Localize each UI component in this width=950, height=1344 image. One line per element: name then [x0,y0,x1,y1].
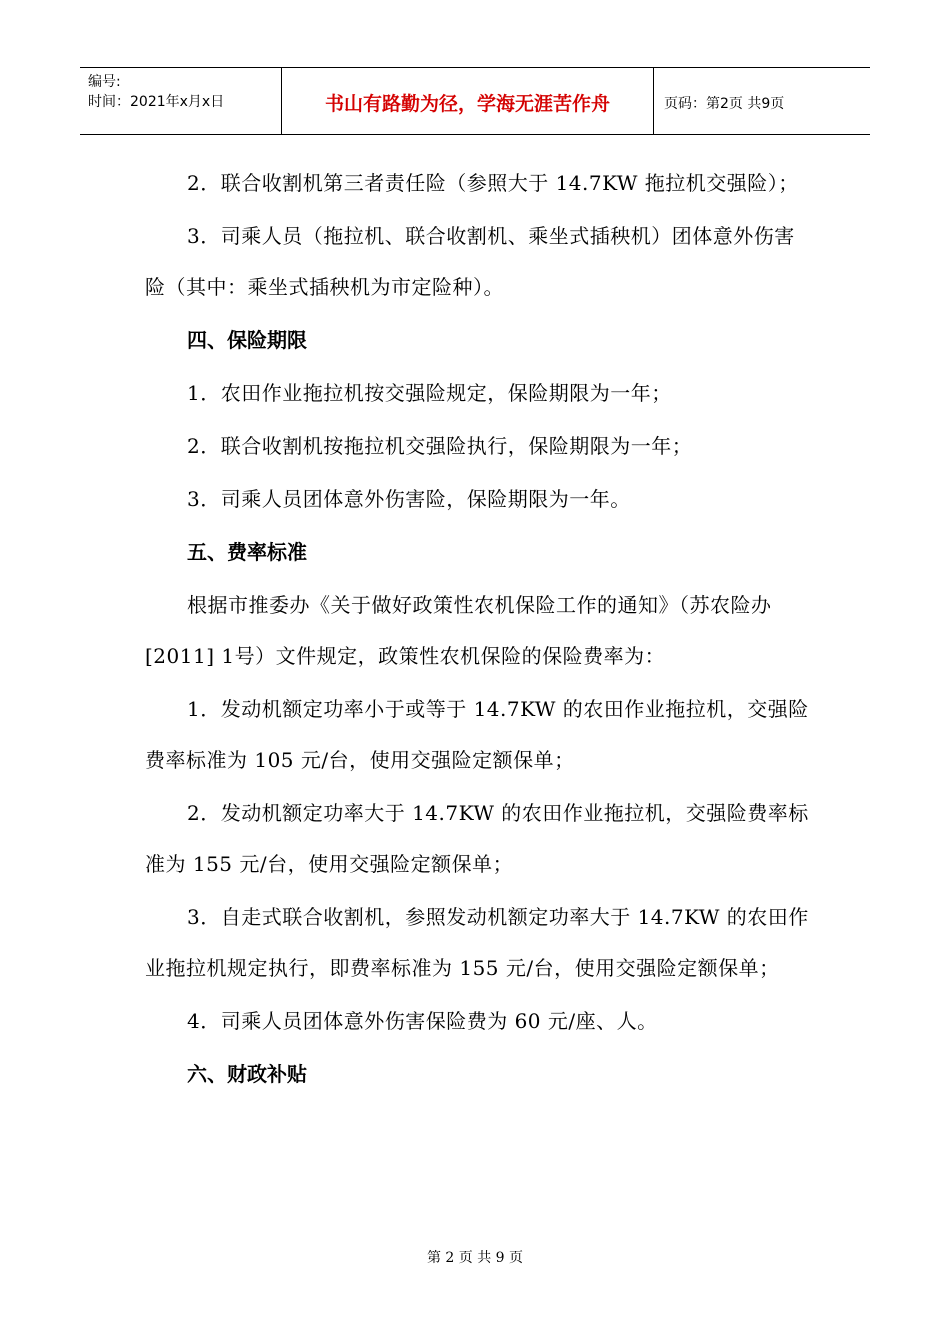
section-heading: 五、费率标准 [187,540,307,564]
paragraph: 2．联合收割机按拖拉机交强险执行，保险期限为一年； [187,434,693,458]
header-page-info: 页码：第2页 共9页 [664,95,785,112]
doc-time-label: 时间：2021年x月x日 [88,94,225,110]
page-footer: 第 2 页 共 9 页 [426,1250,524,1266]
section-heading: 四、保险期限 [187,328,307,352]
paragraph: 3．司乘人员团体意外伤害险，保险期限为一年。 [187,487,631,511]
paragraph: 3．自走式联合收割机，参照发动机额定功率大于 14.7KW 的农田作业拖拉机规定执行，即费率标准为 155 元/台，使用交强险定额保单； [145,905,809,980]
header-motto: 书山有路勤为径，学海无涯苦作舟 [282,68,654,134]
paragraph: 1．农田作业拖拉机按交强险规定，保险期限为一年； [187,381,672,405]
section-heading: 六、财政补贴 [187,1062,307,1086]
paragraph: 4．司乘人员团体意外伤害保险费为 60 元/座、人。 [187,1009,658,1033]
paragraph: 2．联合收割机第三者责任险（参照大于 14.7KW 拖拉机交强险）； [187,171,799,195]
doc-number-label: 编号: [88,74,121,90]
page-header [80,67,870,135]
paragraph: 1．发动机额定功率小于或等于 14.7KW 的农田作业拖拉机，交强险费率标准为 105 元/台，使用交强险定额保单； [145,697,809,772]
paragraph: 根据市推委办《关于做好政策性农机保险工作的通知》（苏农险办[2011] 1号）文件规定，政策性农机保险的保险费率为： [145,593,772,668]
header-meta [80,68,282,134]
paragraph: 3．司乘人员（拖拉机、联合收割机、乘坐式插秧机）团体意外伤害险（其中：乘坐式插秧机为市定险种）。 [145,224,795,299]
document-body [145,158,810,1102]
paragraph: 2．发动机额定功率大于 14.7KW 的农田作业拖拉机，交强险费率标准为 155 元/台，使用交强险定额保单； [145,801,809,876]
